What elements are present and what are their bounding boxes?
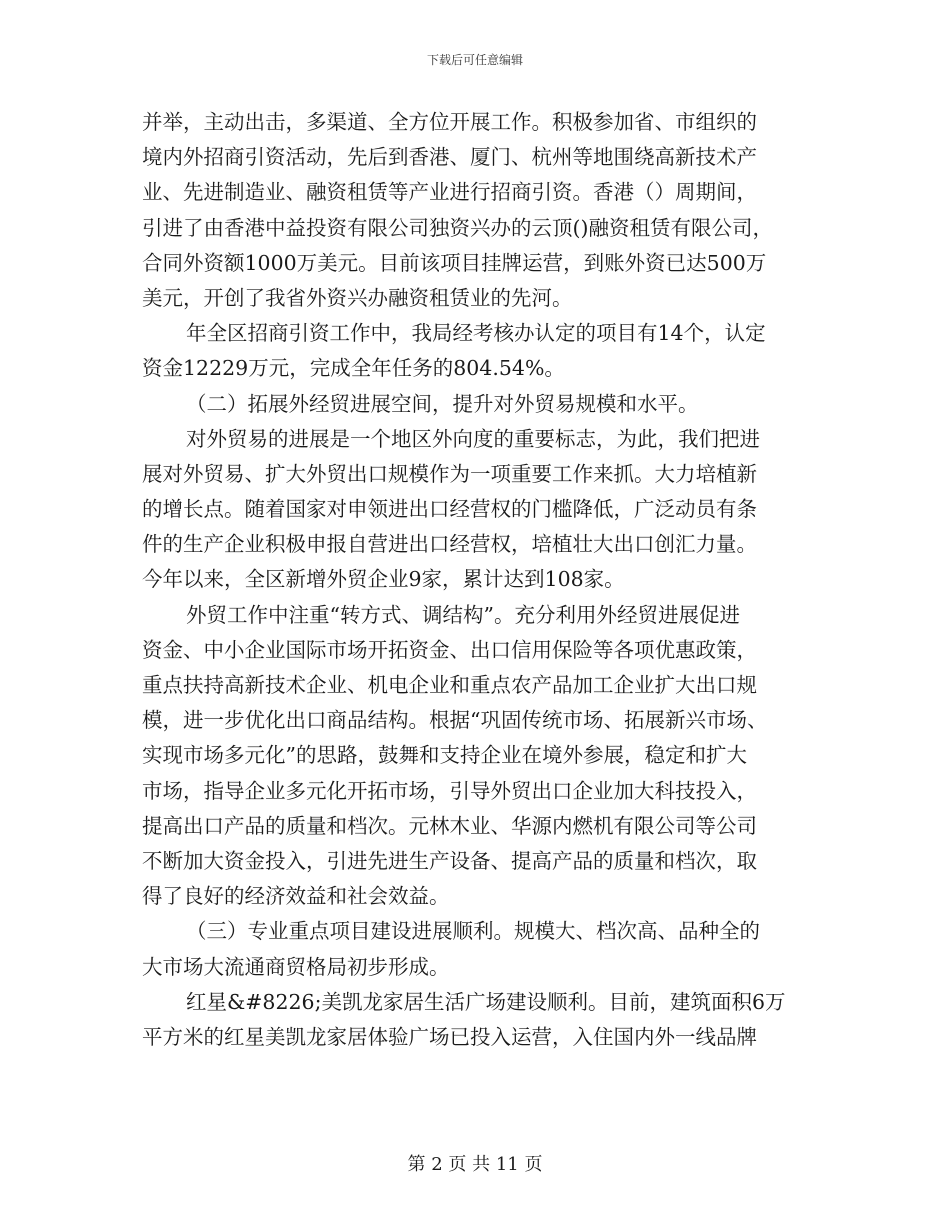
text-line: 提高出口产品的质量和档次。元林木业、华源内燃机有限公司等公司 [142,813,757,838]
text-line: 对外贸易的进展是一个地区外向度的重要标志，为此，我们把进 [186,426,760,451]
text-line: 市场，指导企业多元化开拓市场，引导外贸出口企业加大科技投入， [142,778,757,803]
text-line: 重点扶持高新技术企业、机电企业和重点农产品加工企业扩大出口规 [142,673,757,697]
text-line: 资金、中小企业国际市场开拓资金、出口信用保险等各项优惠政策， [142,637,757,662]
text-line: 美元，开创了我省外资兴办融资租赁业的先河。 [142,285,573,310]
page-footer: 第 2 页 共 11 页 [407,1154,543,1175]
text-line: 年全区招商引资工作中，我局经考核办认定的项目有14个，认定 [186,321,766,346]
text-line: 业、先进制造业、融资租赁等产业进行招商引资。香港（）周期间， [142,180,757,205]
section-heading: （三）专业重点项目建设进展顺利。规模大、档次高、品种全的 [186,919,760,944]
text-line: 模，进一步优化出口商品结构。根据“巩固传统市场、拓展新兴市场、 [142,708,768,733]
text-line: 展对外贸易、扩大外贸出口规模作为一项重要工作来抓。大力培植新 [142,461,757,486]
text-line: 的增长点。随着国家对申领进出口经营权的门槛降低，广泛动员有条 [142,497,757,522]
document-body [142,105,812,1055]
text-line: 引进了由香港中益投资有限公司独资兴办的云顶()融资租赁有限公司， [142,215,773,240]
section-heading: （二）拓展外经贸进展空间，提升对外贸易规模和水平。 [186,391,699,416]
text-line: 不断加大资金投入，引进先进生产设备、提高产品的质量和档次，取 [142,848,757,873]
text-line: 今年以来，全区新增外贸企业9家，累计达到108家。 [142,567,625,592]
text-line: 合同外资额1000万美元。目前该项目挂牌运营，到账外资已达500万 [142,250,767,275]
text-line: 并举，主动出击，多渠道、全方位开展工作。积极参加省、市组织的 [142,110,757,134]
text-line: 大市场大流通商贸格局初步形成。 [142,954,450,979]
text-line: 件的生产企业积极申报自营进出口经营权，培植壮大出口创汇力量。 [142,532,757,557]
text-line: 资金12229万元，完成全年任务的804.54%。 [142,356,565,381]
text-line: 境内外招商引资活动，先后到香港、厦门、杭州等地围绕高新技术产 [142,145,757,170]
page-header: 下载后可任意编辑 [426,53,523,67]
text-line: 红星&#8226;美凯龙家居生活广场建设顺利。目前，建筑面积6万 [186,989,786,1014]
text-line: 平方米的红星美凯龙家居体验广场已投入运营，入住国内外一线品牌 [142,1024,757,1049]
text-line: 实现市场多元化”的思路，鼓舞和支持企业在境外参展，稳定和扩大 [142,743,747,768]
text-line: 得了良好的经济效益和社会效益。 [142,884,450,909]
text-line: 外贸工作中注重“转方式、调结构”。充分利用外经贸进展促进 [186,602,740,627]
